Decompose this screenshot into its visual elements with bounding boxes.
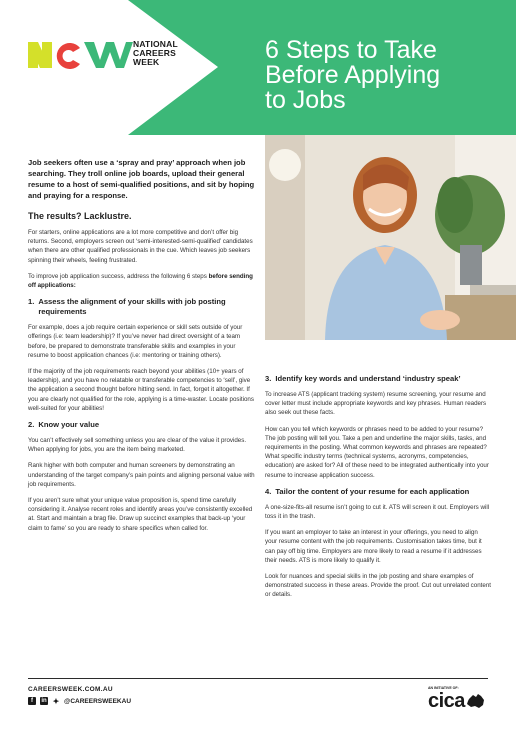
facebook-icon[interactable]: f	[28, 697, 36, 705]
step-2-paragraph-3: If you aren’t sure what your unique value proposition is, spend time carefully considering it. Analyse recent roles and identify areas you’ve consistently excelled at. Start and maintain a brag file. Draw up succinct examples that back-up ‘your claim to fame’ so you are ready to share specifics when called for.	[28, 497, 253, 532]
step-4-paragraph-2: If you want an employer to take an interest in your offerings, you need to align your resume content with the job requirements. Customisation takes time, but it can pay off big time. Employers are more likely to read a resume if it addresses their needs. ATS is more likely to qualify it.	[265, 529, 482, 564]
title-line-2: Before Applying	[265, 61, 441, 89]
twitter-icon[interactable]: ✦	[52, 696, 60, 706]
intro-paragraph: Job seekers often use a ‘spray and pray’ approach when job searching. They troll online job boards, upload their general resume to a host of semi-qualified positions, and sit by hoping and praying for a response.	[28, 158, 255, 200]
steps-intro	[28, 272, 256, 290]
step-1-title: Assess the alignment of your skills with job posting requirements	[38, 297, 226, 317]
step-2-number: 2.	[28, 420, 35, 430]
step-2-title: Know your value	[38, 420, 100, 430]
results-paragraph: For starters, online applications are a lot more competitive and don’t offer big returns. Second, employers screen out ‘semi-interested-semi-qualified’ candidates when there are other qualified professionals in the cue. Which leaves job seekers spinning their wheels, feeling frustrated.	[28, 229, 253, 264]
step-3-paragraph-2: How can you tell which keywords or phrases need to be added to your resume? The job posting will tell you. Take a pen and underline the major skills, tasks, and requirements in the posting. What common keywords and phrases are repeated? What specific industry terms (technical systems, acronyms, competencies, education) are asked for? All of these need to be integrated authentically into your resume to increase application success.	[265, 425, 489, 479]
left-column	[28, 157, 256, 540]
steps-intro-bold: before sending off applications:	[28, 272, 253, 290]
website-link[interactable]: CAREERSWEEK.COM.AU	[28, 686, 113, 693]
australia-map-icon	[466, 693, 486, 710]
title-line-1: 6 Steps to Take	[265, 36, 437, 64]
social-handle[interactable]: @CAREERSWEEKAU	[64, 697, 132, 705]
cica-logo: cica	[428, 690, 465, 712]
step-4-paragraph-1: A one-size-fits-all resume isn’t going to cut it. ATS will screen it out. Employers will toss it in the trash.	[265, 503, 490, 521]
step-3-heading	[265, 374, 491, 384]
step-1-paragraph-2: If the majority of the job requirements reach beyond your abilities (10+ years of leadership), and you have no relatable or transferable competencies to ‘sell’, give the application a second thought before hitting send. In fact, forget it altogether. If you are clearly not qualified for the role, applying is a time-waster. Locate positions well-suited for your abilities!	[28, 368, 254, 412]
initiative-label: AN INITIATIVE OF:	[428, 686, 459, 690]
step-1-paragraph-1: For example, does a job require certain experience or skill sets outside of your offerings (i.e: team leadership)? If you’ve never had direct oversight of a team before, be prepared to demonstrate transferable skills and examples in your resume to boost application chances (i.e: mentoring or training others).	[28, 324, 243, 359]
linkedin-icon[interactable]: in	[41, 698, 47, 704]
ncw-logo	[28, 38, 218, 72]
title-line-3: to Jobs	[265, 86, 346, 114]
right-column	[265, 374, 491, 607]
step-4-paragraph-3: Look for nuances and special skills in the job posting and share examples of demonstrated success in these areas. Provide the proof. Cut out unrelated content or details.	[265, 573, 491, 599]
step-1-number: 1.	[28, 297, 35, 307]
step-3-title: Identify key words and understand ‘industry speak’	[275, 374, 461, 383]
woman-smiling-photo	[265, 135, 516, 340]
footer-divider	[28, 678, 488, 679]
logo-wordmark	[133, 40, 178, 67]
step-4-title: Tailor the content of your resume for each application	[275, 486, 470, 496]
logo-line-3: WEEK	[133, 57, 160, 67]
step-2-heading	[28, 420, 256, 430]
step-4-number: 4.	[265, 486, 272, 496]
step-3-number: 3.	[265, 374, 272, 383]
page-title	[265, 38, 505, 113]
social-row	[28, 697, 131, 705]
step-3-paragraph-1: To increase ATS (applicant tracking system) resume screening, your resume and cover letter must include appropriate keywords and key phrases. Human readers also seek out these facts.	[265, 391, 487, 417]
step-4-heading	[265, 487, 491, 497]
logo-line-1: NATIONAL	[133, 39, 178, 49]
step-2-paragraph-2: Rank higher with both computer and human screeners by demonstrating an understanding of the target company’s pain points and aligning personal value with job requirements.	[28, 462, 255, 488]
results-heading: The results? Lacklustre.	[28, 211, 132, 221]
logo-line-2: CAREERS	[133, 48, 176, 58]
step-2-paragraph-1: You can’t effectively sell something unless you are clear of the value it provides. When applying for jobs, you are the item being marketed.	[28, 437, 247, 454]
step-1-heading	[28, 297, 256, 317]
steps-intro-text: To improve job application success, address the following 6 steps	[28, 272, 207, 280]
